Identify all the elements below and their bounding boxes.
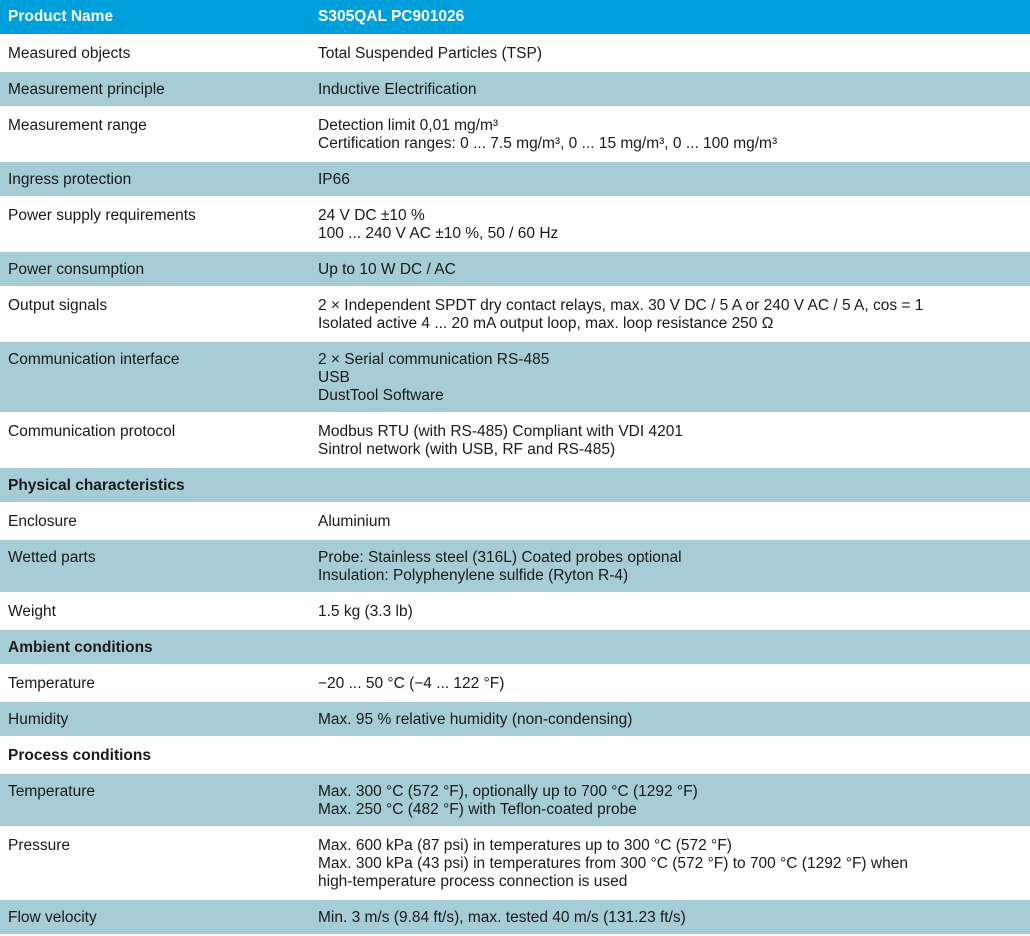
spec-value-line: IP66 xyxy=(318,171,350,188)
table-row xyxy=(0,71,1030,107)
spec-value-line: Detection limit 0,01 mg/m³ xyxy=(318,117,499,134)
spec-value-line: Certification ranges: 0 ... 7.5 mg/m³, 0 ... 15 mg/m³, 0 ... 100 mg/m³ xyxy=(318,135,778,152)
spec-label: Power supply requirements xyxy=(0,197,310,251)
spec-label: Wetted parts xyxy=(0,539,310,593)
spec-label: Output signals xyxy=(0,287,310,341)
table-row xyxy=(0,899,1030,935)
table-row xyxy=(0,197,1030,251)
table-row xyxy=(0,539,1030,593)
table-header-row xyxy=(0,0,1030,35)
table-row xyxy=(0,161,1030,197)
spec-value xyxy=(310,593,1030,629)
spec-value-line: Modbus RTU (with RS-485) Compliant with VDI 4201 xyxy=(318,423,683,440)
spec-value-line: Min. 3 m/s (9.84 ft/s), max. tested 40 m/s (131.23 ft/s) xyxy=(318,909,686,926)
section-title: Physical characteristics xyxy=(0,467,1030,503)
table-row xyxy=(0,503,1030,539)
spec-value xyxy=(310,827,1030,899)
spec-label: Pressure xyxy=(0,827,310,899)
spec-value xyxy=(310,71,1030,107)
spec-label: Communication interface xyxy=(0,341,310,413)
spec-value xyxy=(310,161,1030,197)
section-title: Process conditions xyxy=(0,737,1030,773)
spec-value xyxy=(310,413,1030,467)
spec-value-line: Up to 10 W DC / AC xyxy=(318,261,456,278)
spec-value xyxy=(310,341,1030,413)
spec-value-line: Max. 600 kPa (87 psi) in temperatures up to 300 °C (572 °F) xyxy=(318,837,732,854)
section-header-row xyxy=(0,737,1030,773)
spec-value-line: high-temperature process connection is used xyxy=(318,873,628,890)
spec-label: Weight xyxy=(0,593,310,629)
spec-label: Temperature xyxy=(0,773,310,827)
spec-value-line: Max. 300 °C (572 °F), optionally up to 700 °C (1292 °F) xyxy=(318,783,698,800)
spec-value-line: 24 V DC ±10 % xyxy=(318,207,425,224)
spec-value-line: −20 ... 50 °C (−4 ... 122 °F) xyxy=(318,675,505,692)
table-row xyxy=(0,593,1030,629)
table-row xyxy=(0,107,1030,161)
spec-value xyxy=(310,107,1030,161)
spec-value-line: Probe: Stainless steel (316L) Coated probes optional xyxy=(318,549,682,566)
spec-value-line: Aluminium xyxy=(318,513,391,530)
spec-label: Measurement range xyxy=(0,107,310,161)
spec-value-line: USB xyxy=(318,369,350,386)
section-header-row xyxy=(0,629,1030,665)
spec-value-line: 2 × Independent SPDT dry contact relays, max. 30 V DC / 5 A or 240 V AC / 5 A, cos = 1 xyxy=(318,297,924,314)
spec-label: Measured objects xyxy=(0,35,310,71)
table-row xyxy=(0,701,1030,737)
spec-label: Power consumption xyxy=(0,251,310,287)
spec-label: Temperature xyxy=(0,665,310,701)
spec-value-line: Max. 250 °C (482 °F) with Teflon-coated probe xyxy=(318,801,637,818)
spec-label: Ingress protection xyxy=(0,161,310,197)
spec-label: Flow velocity xyxy=(0,899,310,935)
spec-value xyxy=(310,503,1030,539)
spec-value xyxy=(310,251,1030,287)
table-row xyxy=(0,287,1030,341)
spec-value-line: Max. 95 % relative humidity (non-condensing) xyxy=(318,711,633,728)
spec-value xyxy=(310,899,1030,935)
spec-value-line: 2 × Serial communication RS-485 xyxy=(318,351,550,368)
section-title: Ambient conditions xyxy=(0,629,1030,665)
table-row xyxy=(0,341,1030,413)
spec-label: Humidity xyxy=(0,701,310,737)
table-row xyxy=(0,665,1030,701)
spec-value-line: Sintrol network (with USB, RF and RS-485) xyxy=(318,441,616,458)
spec-value xyxy=(310,287,1030,341)
spec-value-line: Isolated active 4 ... 20 mA output loop, max. loop resistance 250 Ω xyxy=(318,315,774,332)
header-label: Product Name xyxy=(0,0,310,35)
spec-label: Measurement principle xyxy=(0,71,310,107)
spec-label: Enclosure xyxy=(0,503,310,539)
spec-value-line: DustTool Software xyxy=(318,387,444,404)
spec-label: Communication protocol xyxy=(0,413,310,467)
spec-value xyxy=(310,539,1030,593)
table-row xyxy=(0,413,1030,467)
spec-value xyxy=(310,197,1030,251)
spec-value-line: 1.5 kg (3.3 lb) xyxy=(318,603,413,620)
header-value: S305QAL PC901026 xyxy=(310,0,1030,35)
spec-value-line: Inductive Electrification xyxy=(318,81,477,98)
spec-value-line: 100 ... 240 V AC ±10 %, 50 / 60 Hz xyxy=(318,225,559,242)
table-row xyxy=(0,35,1030,71)
spec-value xyxy=(310,35,1030,71)
spec-value xyxy=(310,665,1030,701)
table-row xyxy=(0,827,1030,899)
spec-value xyxy=(310,773,1030,827)
spec-value-line: Insulation: Polyphenylene sulfide (Ryton R-4) xyxy=(318,567,629,584)
table-row xyxy=(0,773,1030,827)
table-row xyxy=(0,251,1030,287)
section-header-row xyxy=(0,467,1030,503)
spec-value-line: Total Suspended Particles (TSP) xyxy=(318,45,542,62)
spec-value-line: Max. 300 kPa (43 psi) in temperatures from 300 °C (572 °F) to 700 °C (1292 °F) when xyxy=(318,855,908,872)
spec-value xyxy=(310,701,1030,737)
